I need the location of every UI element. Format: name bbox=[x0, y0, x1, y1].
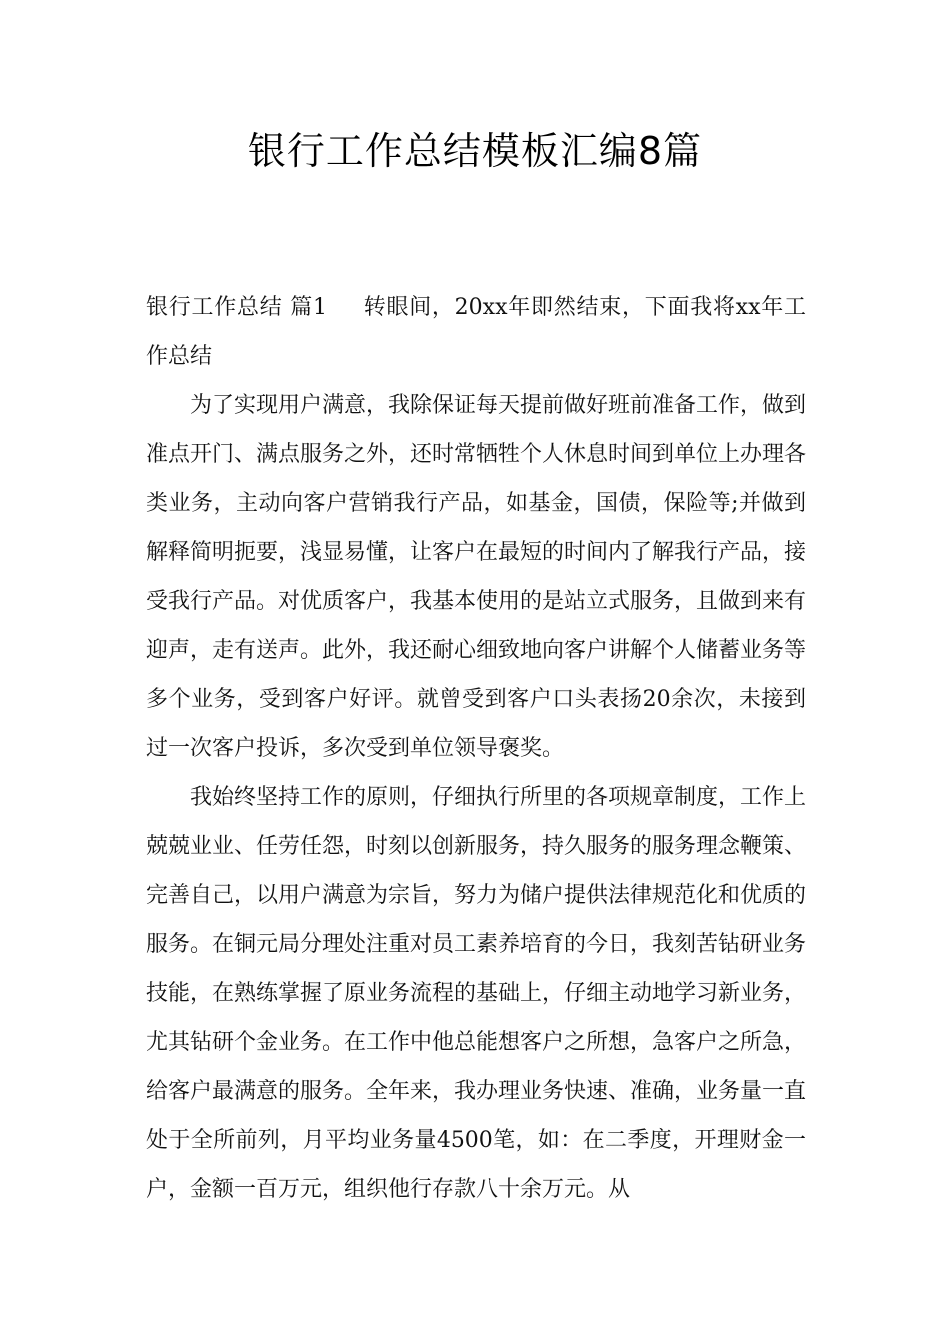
document-title: 银行工作总结模板汇编8篇 bbox=[247, 129, 703, 173]
intro-text: 转眼间，20xx年即然结束，下面我将xx年工作总结 bbox=[146, 295, 806, 369]
intro-paragraph bbox=[146, 283, 806, 381]
body-paragraph-2: 我始终坚持工作的原则，仔细执行所里的各项规章制度，工作上兢兢业业、任劳任怨，时刻以创新服务，持久服务的服务理念鞭策、完善自己，以用户满意为宗旨，努力为储户提供法律规范化和优质的服务。在铜元局分理处注重对员工素养培育的今日，我刻苦钻研业务技能，在熟练掌握了原业务流程的基础上，仔细主动地学习新业务，尤其钻研个金业务。在工作中他总能想客户之所想，急客户之所急，给客户最满意的服务。全年来，我办理业务快速、准确，业务量一直处于全所前列，月平均业务量4500笔，如：在二季度，开理财金一户，金额一百万元，组织他行存款八十余万元。从 bbox=[146, 785, 807, 1202]
body-paragraph-1: 为了实现用户满意，我除保证每天提前做好班前准备工作，做到准点开门、满点服务之外，还时常牺牲个人休息时间到单位上办理各类业务，主动向客户营销我行产品，如基金，国债，保险等;并做到解释简明扼要，浅显易懂，让客户在最短的时间内了解我行产品，接受我行产品。对优质客户，我基本使用的是站立式服务，且做到来有迎声，走有送声。此外，我还耐心细致地向客户讲解个人储蓄业务等多个业务，受到客户好评。就曾受到客户口头表扬20余次，未接到过一次客户投诉，多次受到单位领导褒奖。 bbox=[146, 393, 807, 761]
document-body bbox=[146, 283, 806, 1214]
section-label: 银行工作总结 篇1 bbox=[146, 295, 327, 320]
